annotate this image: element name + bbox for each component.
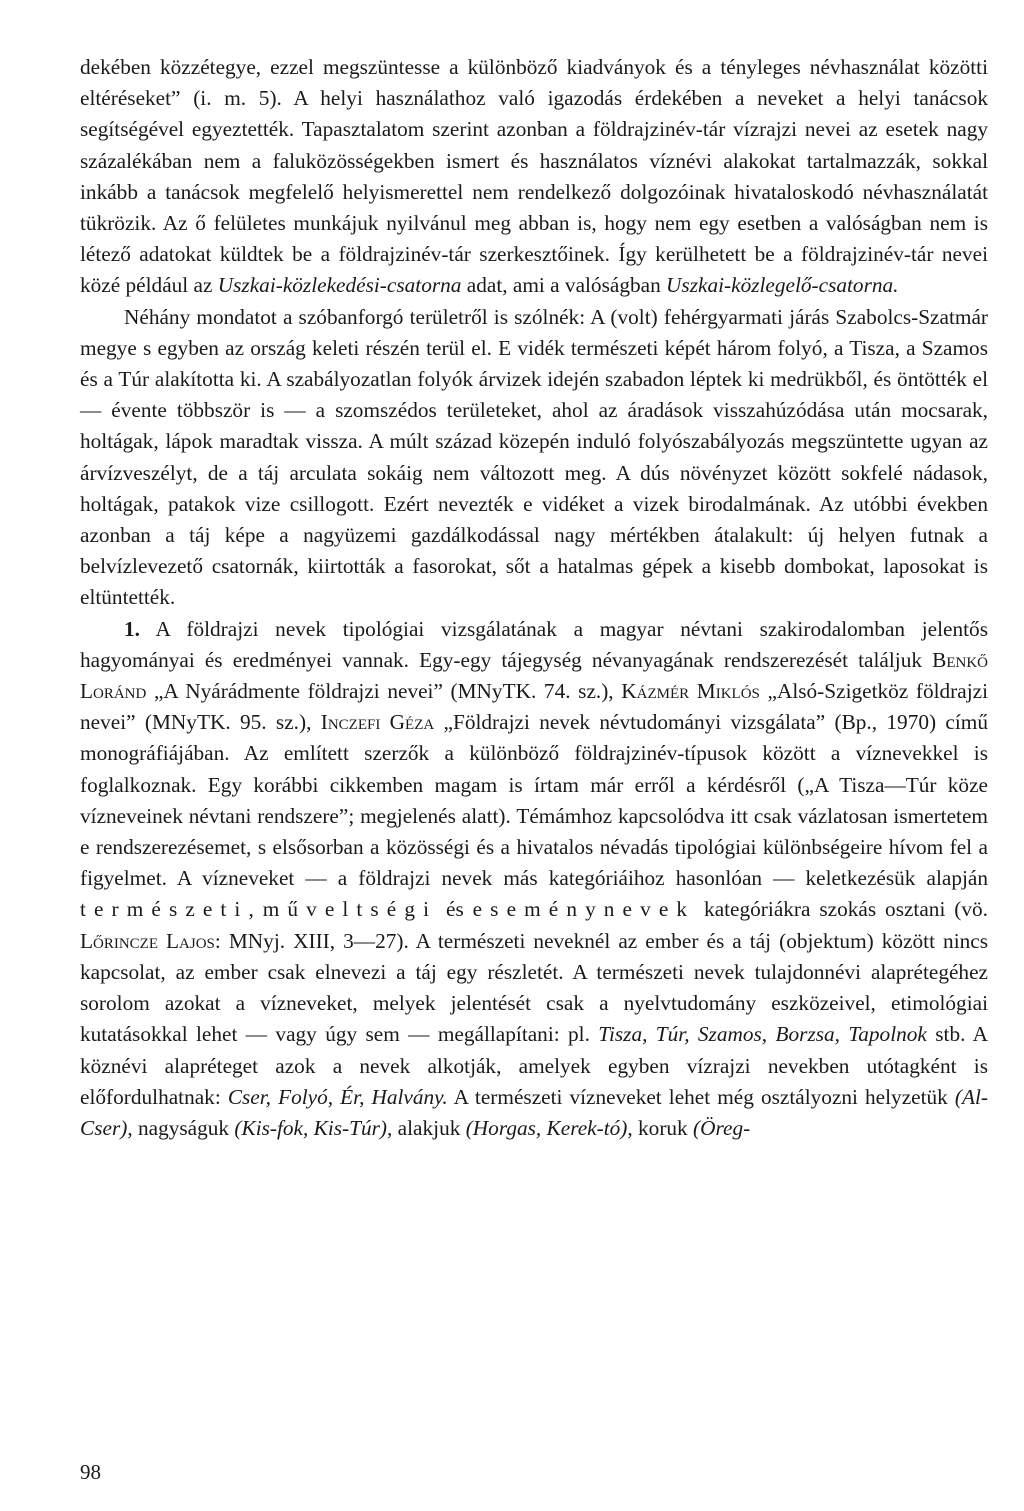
text-run: A földrajzi nevek tipológiai vizsgálatának a magyar névtani szakirodalomban jelentős hagyományai és eredményei vannak. Egy-egy tájegység névanyagának rendszerezését találjuk (80, 616, 988, 672)
text-run: , (248, 897, 263, 922)
text-run: „Alsó-Szigetköz földrajzi nevei” (MNyTK. 95. sz.), (80, 679, 989, 735)
author-name: Inczefi Géza (320, 710, 435, 735)
text-run: , nagyságuk (127, 1115, 235, 1140)
spaced-term: műveltségi (262, 897, 438, 922)
text-run: kategóriákra szokás osztani (vö. (695, 897, 988, 922)
section-number: 1. (124, 616, 140, 641)
italic-text: Tisza, Túr, Szamos, Borzsa, Tapolnok (598, 1022, 927, 1047)
italic-text: Cser, Folyó, Ér, Halvány. (227, 1084, 448, 1109)
body-text (80, 52, 988, 1144)
text-run: és (437, 897, 473, 922)
text-run: , koruk (627, 1115, 694, 1140)
text-run: , alakjuk (387, 1115, 466, 1140)
italic-text: (Kis-fok, Kis-Túr) (234, 1115, 388, 1140)
text-run: : MNyj. XIII, 3—27). A természeti neveknél az ember és a táj (objektum) között nincs kapcsolat, az ember csak elnevezi a táj egy részletét. A természeti nevek tulajdonnévi alaprétegéhez sorolom azokat a vízneveket, melyek jelentését csak a nyelvtudomány eszközeivel, etimológiai kutatásokkal lehet — vagy úgy sem — megállapítani: pl. (80, 928, 988, 1047)
spaced-term: természeti (80, 897, 249, 922)
text-run: stb. A köznévi alapréteget azok a nevek alkotják, amelyek egyben vízrajzi nevekben utótagként is előfordulhatnak: (80, 1022, 988, 1109)
italic-text: (Horgas, Kerek-tó) (465, 1115, 628, 1140)
page-number: 98 (80, 1460, 101, 1484)
text-run: „Földrajzi nevek névtudományi vizsgálata” (Bp., 1970) című monográfiájában. Az említett szerzők a különböző földrajzinév-típusok között a víznevekkel is foglalkoznak. Egy korábbi cikkemben magam is írtam már erről a kérdésről („A Tisza—Túr köze vízneveinek névtani rendszere”; megjelenés alatt). Témámhoz kapcsolódva itt csak vázlatosan ismertetem e rendszerezésemet, s elsősorban a közösségi és a hivatalos névadás tipológiai különbségeire hívom fel a figyelmet. A vízneveket — a földrajzi nevek más kategóriáihoz hasonlóan — keletkezésük alapján (80, 710, 988, 891)
paragraph (80, 614, 988, 1144)
spaced-term: eseménynevek (472, 897, 696, 922)
text-run: dekében közzétegye, ezzel megszüntesse a különböző kiadványok és a tényleges névhasználat közötti eltéréseket” (i. m. 5). A helyi használathoz való igazodás érdekében a neveket a helyi tanácsok segítségével egyeztették. Tapasztalatom szerint azonban a földrajzinév-tár vízrajzi nevei az esetek nagy százalékában nem a faluközösségekben ismert és használatos víznévi alakokat tartalmazzák, sokkal inkább a tanácsok megfelelő helyismerettel nem rendelkező dolgozóinak hivataloskodó névhasználatát tükrözik. Az ő felületes munkájuk nyilvánul meg abban is, hogy nem egy esetben a valóságban nem is létező adatokat küldtek be a földrajzinév-tár szerkesztőinek. Így kerülhetett be a földrajzinév-tár nevei közé például az (80, 55, 988, 298)
paragraph (80, 52, 988, 302)
author-name: Kázmér Miklós (621, 679, 760, 704)
italic-text: (Al-Cser) (80, 1084, 988, 1140)
text-run: „A Nyárádmente földrajzi nevei” (MNyTK. 74. sz.), (146, 679, 622, 704)
italic-text: Uszkai-közlegelő-csatorna. (666, 273, 899, 298)
text-run: adat, ami a valóságban (461, 273, 667, 298)
text-run: Néhány mondatot a szóbanforgó területről is szólnék: A (volt) fehérgyarmati járás Szabolcs-Szatmár megye s egyben az ország keleti részén terül el. E vidék természeti képét három folyó, a Tisza, a Szamos és a Túr alakította ki. A szabályozatlan folyók árvizek idején szabadon léptek ki medrükből, és öntötték el — évente többször is — a szomszédos területeket, ahol az áradások visszahúzódása után mocsarak, holtágak, lápok maradtak vissza. A múlt század közepén induló folyószabályozás megszüntette ugyan az árvízveszélyt, de a táj arculata sokáig nem változott meg. A dús növényzet között sokfelé nádasok, holtágak, patakok vize csillogott. Ezért nevezték e vidéket a vizek birodalmának. Az utóbbi években azonban a táj képe a nagyüzemi gazdálkodással nagy mértékben átalakult: új helyen futnak a belvízlevezető csatornák, kiirtották a fasorokat, sőt a hatalmas gépek a kisebb dombokat, laposokat is eltüntették. (80, 304, 988, 610)
italic-text: Uszkai-közlekedési-csatorna (217, 273, 462, 298)
italic-text: (Öreg- (693, 1115, 751, 1140)
author-name: Benkő Loránd (80, 647, 988, 704)
paragraph (80, 302, 988, 614)
author-name: Lőrincze Lajos (80, 928, 215, 953)
text-run: A természeti vízneveket lehet még osztályozni helyzetük (447, 1084, 955, 1109)
